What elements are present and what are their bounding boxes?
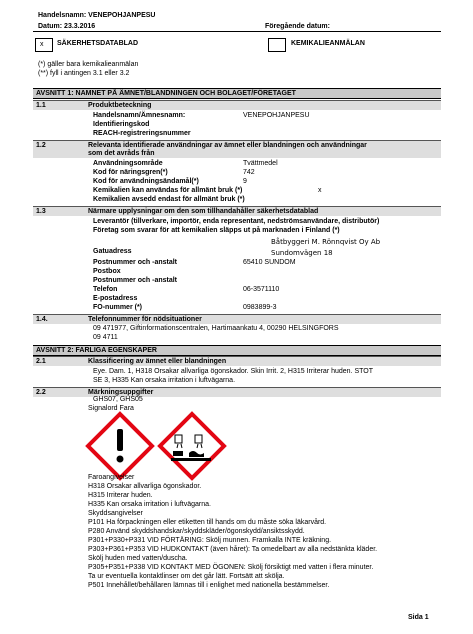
subsection-number: 1.4. [36,316,48,323]
subsection-1-4-header [33,314,441,324]
precaution-statement: P101 Ha förpackningen eller etiketten till hands om du måste söka läkarvård. [88,519,327,526]
trade-name-header: Handelsnamn: VENEPOHJANPESU [38,12,156,19]
precaution-statement: Skölj huden med vatten/duscha. [88,555,188,562]
business-id-value: 0983899-3 [243,304,277,311]
postal-code-value: 65410 SUNDOM [243,259,296,266]
page-number: Sida 1 [408,614,429,621]
precaution-statement: P305+P351+P338 VID KONTAKT MED ÖGONEN: Skölj försiktigt med vatten i flera minuter. [88,564,374,571]
postal-code-label: Postnummer och -anstalt [93,259,178,266]
public-use-value: x [318,187,322,194]
ghs-codes: GHS07, GHS05 [93,396,143,403]
subsection-title: Klassificering av ämnet eller blandningen [88,358,227,365]
date-header: Datum: 23.3.2016 [38,23,96,30]
responsible-company-line: Företag som svarar för att kemikalien släpps ut på marknaden i Finland (*) [93,227,340,234]
section-1-title: AVSNITT 1: NAMNET PÅ ÄMNET/BLANDNINGEN OCH BOLAGET/FÖRETAGET [36,90,296,97]
po-box-label: Postbox [93,268,121,275]
precaution-statement: P303+P361+P353 VID HUDKONTAKT (även håret): Ta omedelbart av alla nedstänkta kläder. [88,546,378,553]
hazard-heading: Faroangivelser [88,474,135,481]
precaution-statement: Ta ur eventuella kontaktlinser om det går lätt. Fortsätt att skölja. [88,573,285,580]
subsection-1-2-header [33,140,441,158]
sds-checkbox[interactable] [35,38,53,52]
hazard-statement: H315 Irriterar huden. [88,492,153,499]
subsection-title: Relevanta identifierade användningar av ämnet eller blandningen och användningar [88,142,367,149]
supplier-line: Leverantör (tillverkare, importör, enda representant, nedströmsanvändare, distributör) [93,218,380,225]
chemical-notice-label: KEMIKALIEANMÄLAN [291,40,365,47]
sector-code-value: 742 [243,169,255,176]
precaution-heading: Skyddsangivelser [88,510,143,517]
postal-code-2-label: Postnummer och -anstalt [93,277,178,284]
identification-code-label: Identifieringskod [93,121,150,128]
signal-word: Signalord Fara [88,405,134,412]
email-label: E-postadress [93,295,138,302]
emergency-phone-line: 09 471977, Giftinformationscentralen, Hartimaankatu 4, 00290 HELSINGFORS [93,325,339,332]
reach-registration-label: REACH-registreringsnummer [93,130,191,137]
purpose-code-value: 9 [243,178,247,185]
hazard-statement: H335 Kan orsaka irritation i luftvägarna. [88,501,211,508]
subsection-number: 1.1 [36,102,46,109]
phone-value: 06-3571110 [243,286,280,293]
subsection-number: 1.2 [36,142,46,149]
street-address-label: Gatuadress [93,248,132,255]
subsection-title: Telefonnummer för nödsituationer [88,316,202,323]
use-area-value: Tvättmedel [243,160,278,167]
professional-use-label: Kemikalien avsedd endast för allmänt bruk (*) [93,196,245,203]
subsection-number: 2.1 [36,358,46,365]
use-area-label: Användningsområde [93,160,163,167]
ghs-pictograms [85,411,229,481]
subsection-1-1-header [33,100,441,110]
sector-code-label: Kod för näringsgren(*) [93,169,168,176]
classification-line: Eye. Dam. 1, H318 Orsakar allvarliga ögonskador. Skin Irrit. 2, H315 Irriterar huden. STOT [93,368,373,375]
note-line: (**) fyll i antingen 3.1 eller 3.2 [38,70,130,77]
section-2-header [33,345,441,356]
exclamation-mark-icon [88,414,152,478]
section-1-header [33,88,441,99]
business-id-label: FO-nummer (*) [93,304,142,311]
precaution-statement: P280 Använd skyddshandskar/skyddskläder/ögonskydd/ansiktsskydd. [88,528,305,535]
hazard-statement: H318 Orsakar allvarliga ögonskador. [88,483,202,490]
trade-name-value: VENEPOHJANPESU [243,112,310,119]
note-line: (*) gäller bara kemikalieanmälan [38,61,139,68]
subsection-number: 2.2 [36,389,46,396]
public-use-label: Kemikalien kan användas för allmänt bruk (*) [93,187,243,194]
purpose-code-label: Kod för användningsändamål(*) [93,178,199,185]
subsection-1-3-header [33,206,441,216]
company-name: Båtbyggeri M. Rönnqvist Oy Ab [271,238,381,246]
previous-date-header: Föregående datum: [265,23,330,30]
header-divider [33,31,441,32]
section-2-title: AVSNITT 2: FARLIGA EGENSKAPER [36,347,157,354]
chemical-notice-checkbox[interactable] [268,38,286,52]
precaution-statement: P301+P330+P331 VID FÖRTÄRING: Skölj munnen. Framkalla INTE kräkning. [88,537,332,544]
subsection-title-continued: som det avråds från [88,150,155,157]
precaution-statement: P501 Innehållet/behållaren lämnas till i enlighet med nationella bestämmelser. [88,582,330,589]
sds-check-mark: x [40,41,44,48]
emergency-phone-line: 09 4711 [93,334,118,341]
sds-label: SÄKERHETSDATABLAD [57,40,139,47]
street-address-value: Sundomvägen 18 [271,249,333,257]
subsection-title: Märkningsuppgifter [88,389,154,396]
subsection-number: 1.3 [36,208,46,215]
classification-line: SE 3, H335 Kan orsaka irritation i luftvägarna. [93,377,236,384]
subsection-title: Produktbeteckning [88,102,152,109]
phone-label: Telefon [93,286,118,293]
corrosion-icon [160,414,224,478]
subsection-title: Närmare upplysningar om den som tillhandahåller säkerhetsdatablad [88,208,319,215]
trade-name-label: Handelsnamn/Ämnesnamn: [93,112,186,119]
subsection-2-1-header [33,356,441,366]
